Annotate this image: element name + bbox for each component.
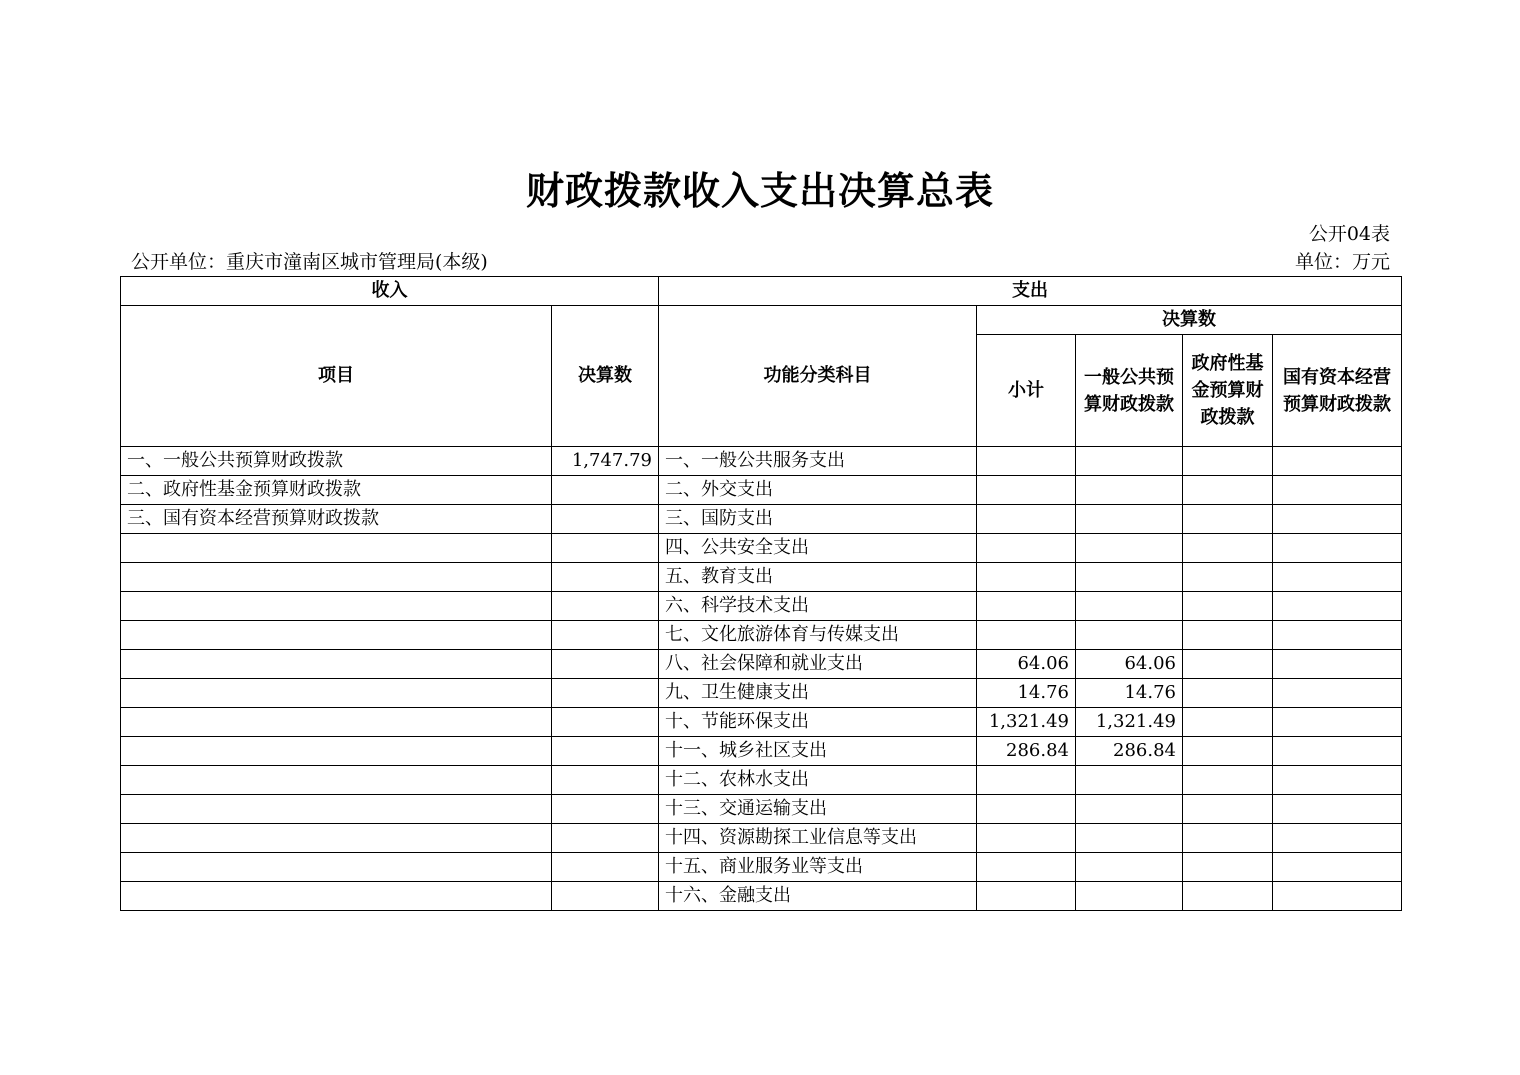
income-amount-cell: [552, 505, 659, 534]
income-amount-cell: [552, 853, 659, 882]
subtotal-cell: [977, 563, 1076, 592]
general-budget-cell: [1076, 853, 1183, 882]
gov-fund-cell: [1183, 737, 1273, 766]
table-row: [121, 679, 1402, 708]
gov-fund-cell: [1183, 447, 1273, 476]
state-capital-cell: [1273, 679, 1402, 708]
gov-fund-cell: [1183, 882, 1273, 911]
general-budget-cell: [1076, 563, 1183, 592]
income-item-cell: [121, 882, 552, 911]
state-capital-cell: [1273, 447, 1402, 476]
table-number: 公开04表: [1308, 223, 1390, 245]
income-item-cell: [121, 795, 552, 824]
income-amount-cell: [552, 592, 659, 621]
gov-fund-cell: [1183, 824, 1273, 853]
state-capital-cell: [1273, 534, 1402, 563]
income-item-cell: [121, 621, 552, 650]
state-capital-cell: [1273, 592, 1402, 621]
category-cell: 九、卫生健康支出: [659, 679, 977, 708]
page-title: 财政拨款收入支出决算总表: [525, 169, 994, 213]
general-budget-cell: [1076, 795, 1183, 824]
gov-fund-cell: [1183, 621, 1273, 650]
category-cell: 八、社会保障和就业支出: [659, 650, 977, 679]
subtotal-cell: [977, 795, 1076, 824]
table-row: [121, 563, 1402, 592]
subtotal-cell: 286.84: [977, 737, 1076, 766]
category-cell: 十四、资源勘探工业信息等支出: [659, 824, 977, 853]
income-amount-header: 决算数: [552, 306, 659, 447]
table-row: [121, 853, 1402, 882]
state-capital-cell: [1273, 766, 1402, 795]
general-budget-cell: 286.84: [1076, 737, 1183, 766]
category-cell: 三、国防支出: [659, 505, 977, 534]
subtotal-cell: [977, 534, 1076, 563]
income-item-cell: [121, 592, 552, 621]
category-cell: 十二、农林水支出: [659, 766, 977, 795]
income-amount-cell: [552, 679, 659, 708]
income-item-cell: 三、国有资本经营预算财政拨款: [121, 505, 552, 534]
general-budget-cell: [1076, 766, 1183, 795]
general-budget-cell: [1076, 447, 1183, 476]
state-capital-cell: [1273, 650, 1402, 679]
function-category-header: 功能分类科目: [659, 306, 977, 447]
subtotal-cell: 14.76: [977, 679, 1076, 708]
income-item-cell: [121, 534, 552, 563]
table-row: [121, 534, 1402, 563]
income-amount-cell: [552, 650, 659, 679]
category-cell: 六、科学技术支出: [659, 592, 977, 621]
income-item-cell: [121, 824, 552, 853]
income-amount-cell: 1,747.79: [552, 447, 659, 476]
general-budget-cell: 14.76: [1076, 679, 1183, 708]
subtotal-cell: 1,321.49: [977, 708, 1076, 737]
income-amount-cell: [552, 534, 659, 563]
general-budget-cell: 1,321.49: [1076, 708, 1183, 737]
income-amount-cell: [552, 708, 659, 737]
income-item-cell: [121, 708, 552, 737]
gov-fund-cell: [1183, 592, 1273, 621]
state-capital-cell: [1273, 824, 1402, 853]
expense-amount-header: 决算数: [977, 306, 1402, 335]
general-budget-cell: [1076, 505, 1183, 534]
income-item-cell: 一、一般公共预算财政拨款: [121, 447, 552, 476]
table-row: [121, 882, 1402, 911]
gov-fund-cell: [1183, 853, 1273, 882]
gov-fund-cell: [1183, 650, 1273, 679]
income-item-cell: [121, 563, 552, 592]
income-item-cell: [121, 853, 552, 882]
table-row: [121, 737, 1402, 766]
subtotal-cell: [977, 447, 1076, 476]
income-amount-cell: [552, 824, 659, 853]
gov-fund-cell: [1183, 505, 1273, 534]
income-amount-cell: [552, 795, 659, 824]
table-row: [121, 476, 1402, 505]
income-amount-cell: [552, 882, 659, 911]
income-item-cell: 二、政府性基金预算财政拨款: [121, 476, 552, 505]
table-row: [121, 766, 1402, 795]
subtotal-header: 小计: [977, 335, 1076, 447]
category-cell: 十五、商业服务业等支出: [659, 853, 977, 882]
gov-fund-cell: [1183, 679, 1273, 708]
income-item-cell: [121, 679, 552, 708]
gov-fund-cell: [1183, 795, 1273, 824]
income-item-cell: [121, 766, 552, 795]
category-cell: 十三、交通运输支出: [659, 795, 977, 824]
table-row: [121, 505, 1402, 534]
category-cell: 五、教育支出: [659, 563, 977, 592]
general-budget-cell: [1076, 592, 1183, 621]
gov-fund-cell: [1183, 563, 1273, 592]
reporting-unit: 公开单位：重庆市潼南区城市管理局(本级): [131, 251, 488, 273]
income-amount-cell: [552, 621, 659, 650]
subtotal-cell: [977, 853, 1076, 882]
category-cell: 七、文化旅游体育与传媒支出: [659, 621, 977, 650]
subtotal-cell: [977, 505, 1076, 534]
table-row: [121, 592, 1402, 621]
subtotal-cell: 64.06: [977, 650, 1076, 679]
appropriation-summary-table: [120, 276, 1402, 911]
general-budget-cell: [1076, 621, 1183, 650]
table-row: [121, 650, 1402, 679]
table-row: [121, 824, 1402, 853]
category-cell: 一、一般公共服务支出: [659, 447, 977, 476]
income-item-cell: [121, 650, 552, 679]
table-row: [121, 621, 1402, 650]
state-capital-cell: [1273, 853, 1402, 882]
income-amount-cell: [552, 563, 659, 592]
state-capital-cell: [1273, 476, 1402, 505]
general-budget-cell: 64.06: [1076, 650, 1183, 679]
gov-fund-cell: [1183, 708, 1273, 737]
subtotal-cell: [977, 882, 1076, 911]
category-cell: 十六、金融支出: [659, 882, 977, 911]
subtotal-cell: [977, 766, 1076, 795]
general-budget-cell: [1076, 882, 1183, 911]
table-row: [121, 447, 1402, 476]
state-capital-cell: [1273, 882, 1402, 911]
category-cell: 四、公共安全支出: [659, 534, 977, 563]
income-amount-cell: [552, 737, 659, 766]
table-row: [121, 708, 1402, 737]
income-amount-cell: [552, 766, 659, 795]
income-amount-cell: [552, 476, 659, 505]
state-capital-cell: [1273, 563, 1402, 592]
category-cell: 二、外交支出: [659, 476, 977, 505]
expense-header: 支出: [659, 277, 1402, 306]
category-cell: 十一、城乡社区支出: [659, 737, 977, 766]
state-capital-cell: [1273, 708, 1402, 737]
subtotal-cell: [977, 824, 1076, 853]
gov-fund-header: 政府性基金预算财政拨款: [1183, 335, 1273, 447]
general-budget-cell: [1076, 534, 1183, 563]
general-budget-header: 一般公共预算财政拨款: [1076, 335, 1183, 447]
general-budget-cell: [1076, 476, 1183, 505]
currency-unit: 单位：万元: [1294, 251, 1390, 273]
category-cell: 十、节能环保支出: [659, 708, 977, 737]
state-capital-cell: [1273, 505, 1402, 534]
item-header: 项目: [121, 306, 552, 447]
income-header: 收入: [121, 277, 659, 306]
subtotal-cell: [977, 476, 1076, 505]
table-row: [121, 795, 1402, 824]
state-capital-cell: [1273, 621, 1402, 650]
subtotal-cell: [977, 592, 1076, 621]
state-capital-cell: [1273, 737, 1402, 766]
income-item-cell: [121, 737, 552, 766]
gov-fund-cell: [1183, 766, 1273, 795]
state-capital-header: 国有资本经营预算财政拨款: [1273, 335, 1402, 447]
gov-fund-cell: [1183, 476, 1273, 505]
subtotal-cell: [977, 621, 1076, 650]
state-capital-cell: [1273, 795, 1402, 824]
gov-fund-cell: [1183, 534, 1273, 563]
general-budget-cell: [1076, 824, 1183, 853]
